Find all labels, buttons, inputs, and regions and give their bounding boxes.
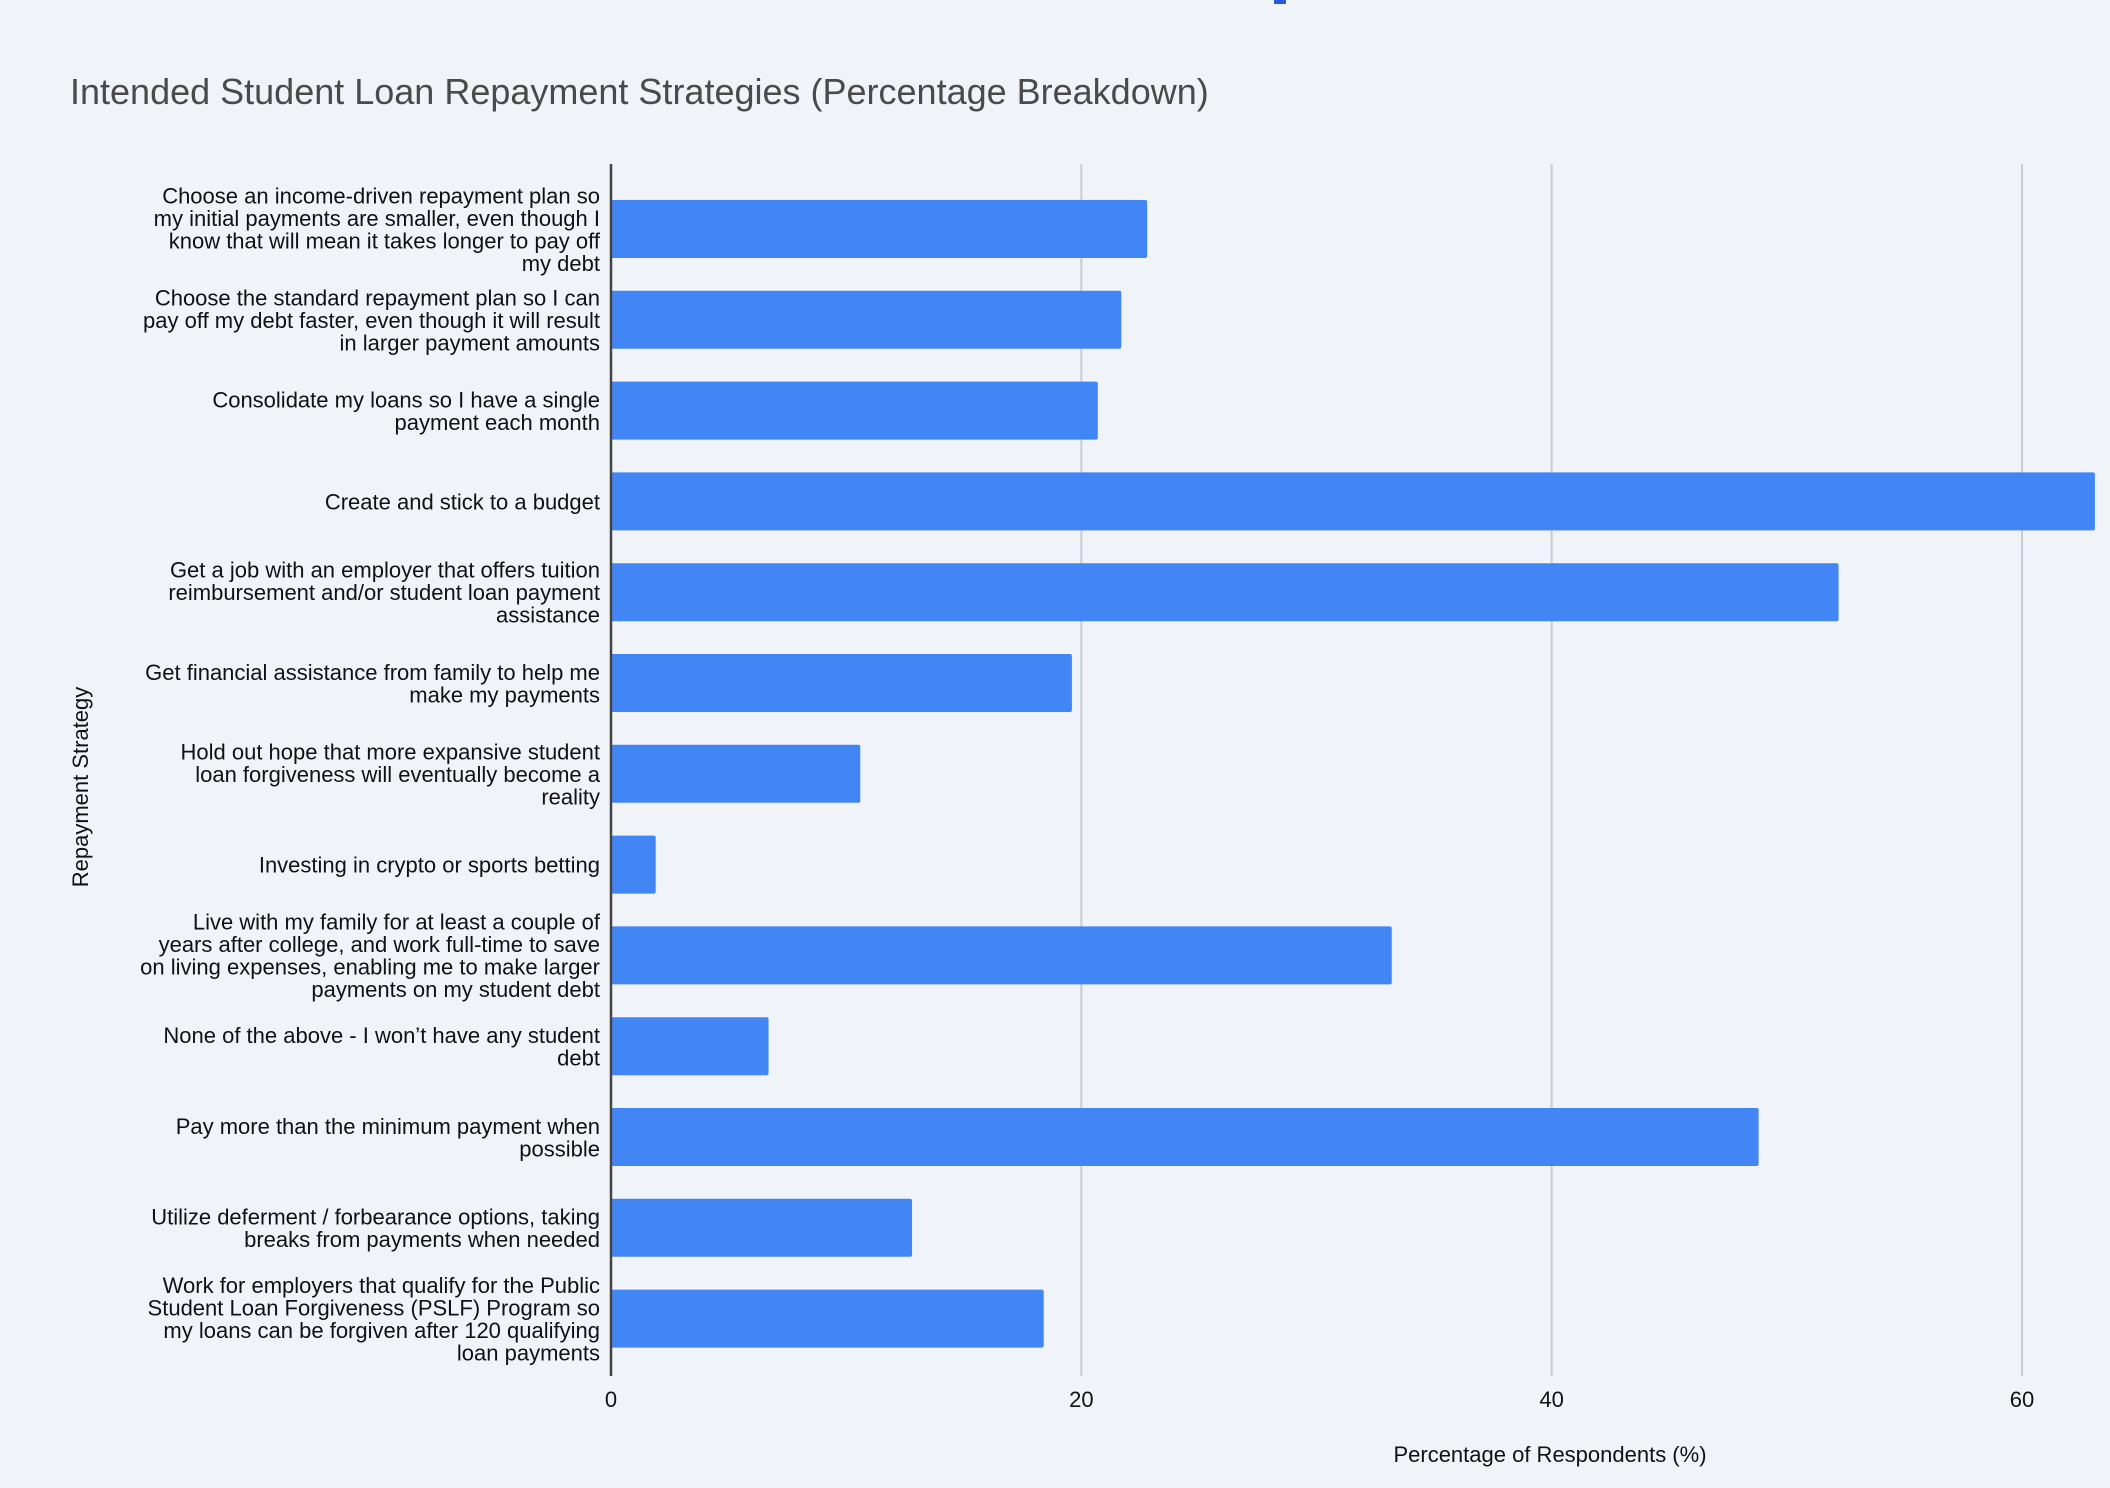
category-label-line: my initial payments are smaller, even though I bbox=[153, 205, 600, 231]
category-label-line: on living expenses, enabling me to make larger bbox=[140, 954, 600, 980]
category-label-line: Utilize deferment / forbearance options, taking bbox=[151, 1204, 600, 1230]
x-tick-labels bbox=[605, 1387, 2034, 1412]
x-tick-label: 20 bbox=[1069, 1387, 1094, 1412]
category-label-5 bbox=[145, 660, 600, 708]
category-label-line: my loans can be forgiven after 120 qualifying bbox=[163, 1317, 600, 1343]
category-label-line: Investing in crypto or sports betting bbox=[258, 852, 600, 878]
bar-8 bbox=[611, 926, 1392, 984]
category-label-6 bbox=[181, 739, 601, 809]
category-label-line: in larger payment amounts bbox=[339, 330, 600, 356]
category-label-12 bbox=[148, 1273, 600, 1366]
category-label-line: Work for employers that qualify for the Public bbox=[162, 1272, 600, 1298]
category-label-3 bbox=[325, 489, 600, 514]
bar-5 bbox=[611, 654, 1072, 712]
bar-3 bbox=[611, 472, 2095, 530]
bar-9 bbox=[611, 1017, 769, 1075]
gridlines bbox=[1081, 164, 2022, 1376]
category-label-line: loan payments bbox=[456, 1340, 600, 1366]
category-label-line: debt bbox=[557, 1045, 600, 1071]
category-label-line: reimbursement and/or student loan payment bbox=[168, 580, 600, 606]
category-label-line: Hold out hope that more expansive student bbox=[180, 739, 600, 765]
category-label-line: possible bbox=[519, 1136, 600, 1162]
category-label-4 bbox=[168, 558, 600, 628]
bars bbox=[611, 200, 2095, 1348]
category-label-line: payments on my student debt bbox=[311, 977, 600, 1003]
category-label-line: reality bbox=[541, 784, 600, 810]
category-label-7 bbox=[259, 853, 600, 878]
category-label-line: loan forgiveness will eventually become a bbox=[195, 761, 600, 787]
category-label-line: pay off my debt faster, even though it will result bbox=[143, 307, 600, 333]
bar-2 bbox=[611, 382, 1098, 440]
y-axis-title: Repayment Strategy bbox=[68, 686, 93, 888]
category-label-line: years after college, and work full-time to save bbox=[158, 932, 600, 958]
category-label-line: None of the above - I won’t have any student bbox=[163, 1022, 600, 1048]
bar-1 bbox=[611, 291, 1121, 349]
category-label-line: make my payments bbox=[409, 682, 600, 708]
category-label-8 bbox=[140, 910, 601, 1003]
bar-0 bbox=[611, 200, 1147, 258]
bar-12 bbox=[611, 1290, 1044, 1348]
x-tick-label: 60 bbox=[2009, 1387, 2035, 1412]
category-label-11 bbox=[151, 1205, 600, 1253]
category-label-line: Student Loan Forgiveness (PSLF) Program so bbox=[147, 1295, 600, 1321]
category-label-line: know that will mean it takes longer to pay off bbox=[168, 228, 600, 254]
category-label-1 bbox=[143, 285, 600, 355]
category-labels bbox=[140, 183, 601, 1365]
category-label-line: Get a job with an employer that offers tuition bbox=[169, 557, 600, 583]
bar-10 bbox=[611, 1108, 1759, 1166]
category-label-line: Choose the standard repayment plan so I can bbox=[154, 285, 600, 311]
category-label-line: Choose an income-driven repayment plan so bbox=[162, 183, 600, 209]
category-label-9 bbox=[163, 1023, 600, 1071]
chart-title: Intended Student Loan Repayment Strategies (Percentage Breakdown) bbox=[70, 71, 1209, 112]
category-label-line: Create and stick to a budget bbox=[324, 489, 600, 515]
x-axis-title: Percentage of Respondents (%) bbox=[1393, 1442, 1707, 1467]
category-label-line: breaks from payments when needed bbox=[244, 1227, 600, 1253]
bar-4 bbox=[611, 563, 1839, 621]
category-label-2 bbox=[212, 387, 600, 435]
bar-7 bbox=[611, 836, 656, 894]
category-label-line: Pay more than the minimum payment when bbox=[175, 1113, 600, 1139]
category-label-line: payment each month bbox=[394, 409, 600, 435]
x-tick-label: 40 bbox=[1539, 1387, 1564, 1412]
category-label-0 bbox=[154, 183, 601, 276]
category-label-line: Consolidate my loans so I have a single bbox=[212, 387, 600, 413]
x-tick-label: 0 bbox=[604, 1387, 618, 1412]
category-label-line: my debt bbox=[521, 250, 600, 276]
bar-11 bbox=[611, 1199, 912, 1257]
bar-6 bbox=[611, 745, 860, 803]
category-label-line: Live with my family for at least a couple of bbox=[192, 909, 600, 935]
category-label-line: Get financial assistance from family to help me bbox=[145, 659, 600, 685]
category-label-10 bbox=[176, 1114, 600, 1162]
category-label-line: assistance bbox=[496, 602, 600, 628]
